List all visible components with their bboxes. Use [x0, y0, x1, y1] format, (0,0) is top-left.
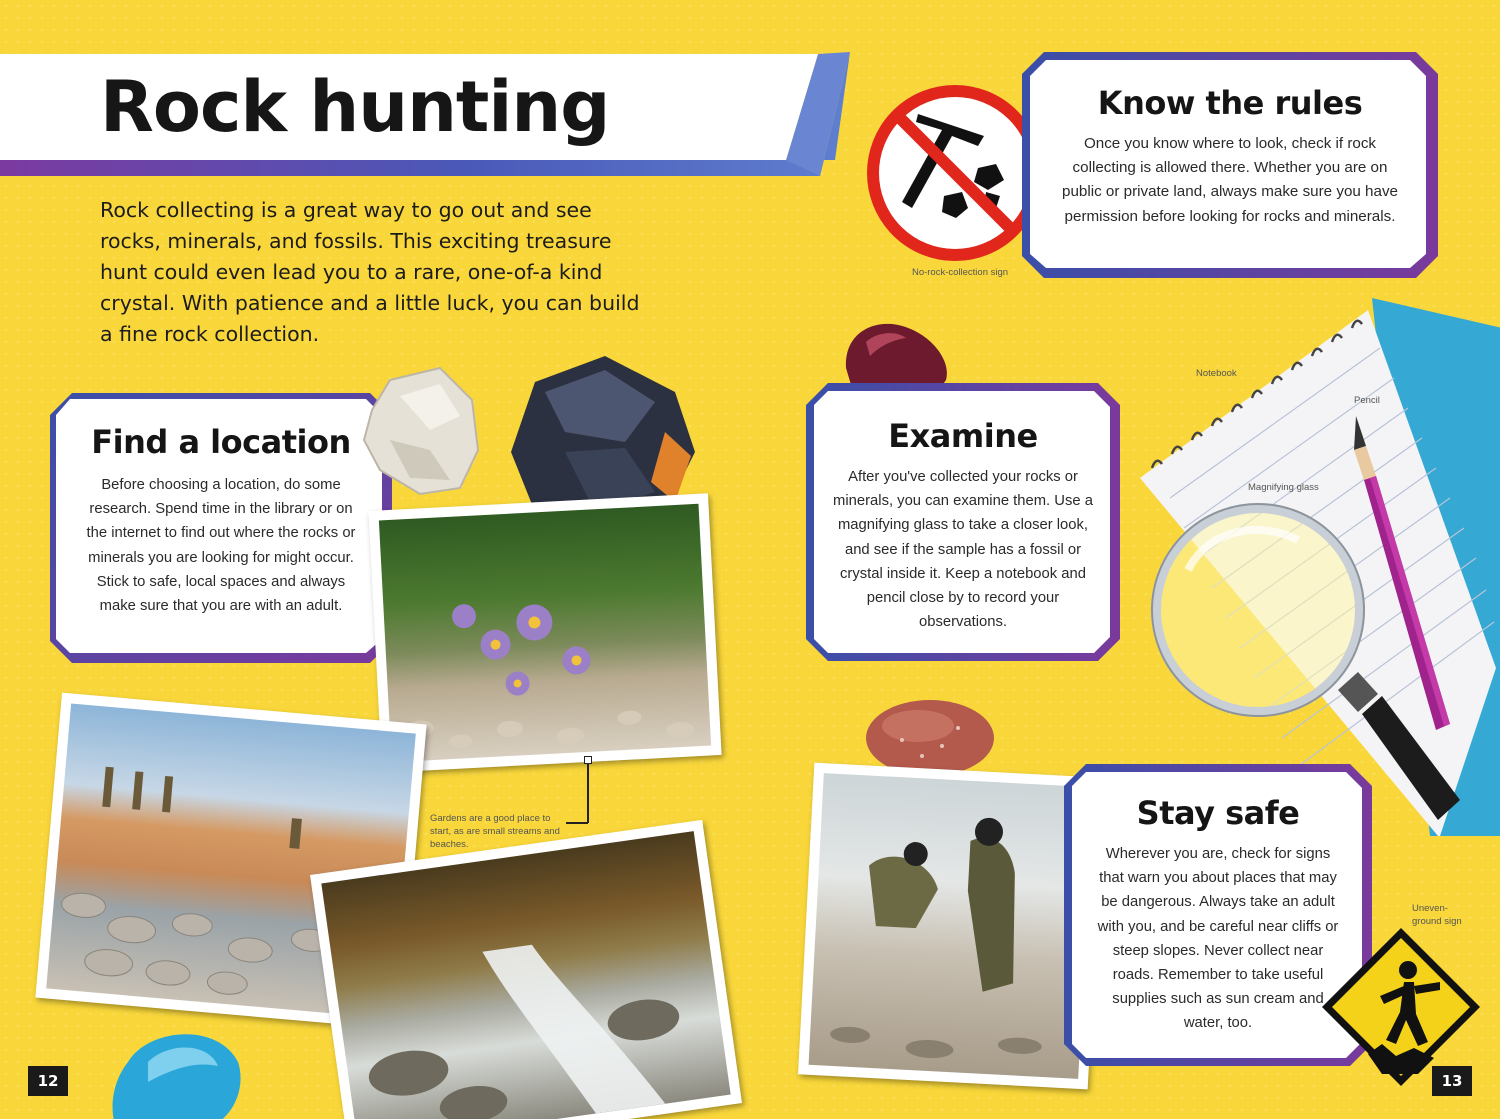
page-number-left: 12	[28, 1066, 68, 1096]
know-rules-box	[1022, 52, 1438, 278]
magnifying-glass-caption: Magnifying glass	[1248, 482, 1319, 493]
stay-safe-heading: Stay safe	[1136, 794, 1300, 832]
find-location-body: Before choosing a location, do some research. Spend time in the library or on the internet to find out where the rocks or minerals you are looking for might occur. Stick to safe, local spaces and always make sure that you are with an adult.	[86, 477, 356, 615]
no-rock-sign-caption: No-rock-collection sign	[911, 267, 1009, 278]
flower-illustration	[379, 504, 711, 762]
uneven-sign-caption: Uneven-ground sign	[1412, 903, 1462, 927]
notebook-caption: Notebook	[1196, 368, 1237, 379]
collectors-photo	[798, 763, 1104, 1090]
examine-box	[806, 383, 1120, 661]
white-rock-image	[360, 360, 490, 500]
page-number-right: 13	[1432, 1066, 1472, 1096]
pencil-caption: Pencil	[1354, 395, 1380, 406]
find-location-box	[50, 393, 392, 663]
stream-photo	[310, 820, 742, 1119]
stream-illustration	[321, 831, 730, 1119]
page-title: Rock hunting	[100, 66, 610, 148]
know-rules-body: Once you know where to look, check if rock collecting is allowed there. Whether you are on public or private land, always make sure you have permission before looking for rocks and minerals.	[1062, 135, 1398, 225]
stay-safe-body: Wherever you are, check for signs that warn you about places that may be dangerous. Always take an adult with you, and be careful near cliffs or steep slopes. Never collect near roads. Remember to take useful supplies such as sun cream and water, too.	[1097, 846, 1339, 1032]
know-rules-heading: Know the rules	[1097, 84, 1363, 122]
caption-leader-line	[587, 763, 589, 823]
examine-body: After you've collected your rocks or minerals, you can examine them. Use a magnifying glass to take a closer look, and see if the sample has a fossil or crystal inside it. Keep a notebook and pencil close by to record your observations.	[833, 469, 1093, 631]
gardens-caption: Gardens are a good place to start, as are small streams and beaches.	[430, 813, 560, 850]
turquoise-rock-image	[108, 1022, 248, 1119]
examine-heading: Examine	[888, 417, 1038, 455]
collectors-illustration	[809, 773, 1094, 1079]
find-location-heading: Find a location	[91, 423, 351, 461]
intro-paragraph: Rock collecting is a great way to go out and see rocks, minerals, and fossils. This exciting treasure hunt could even lead you to a rare, one-of-a kind crystal. With patience and a little luck, you can build a fine rock collection.	[100, 198, 640, 346]
no-hammer-icon	[866, 84, 1044, 262]
